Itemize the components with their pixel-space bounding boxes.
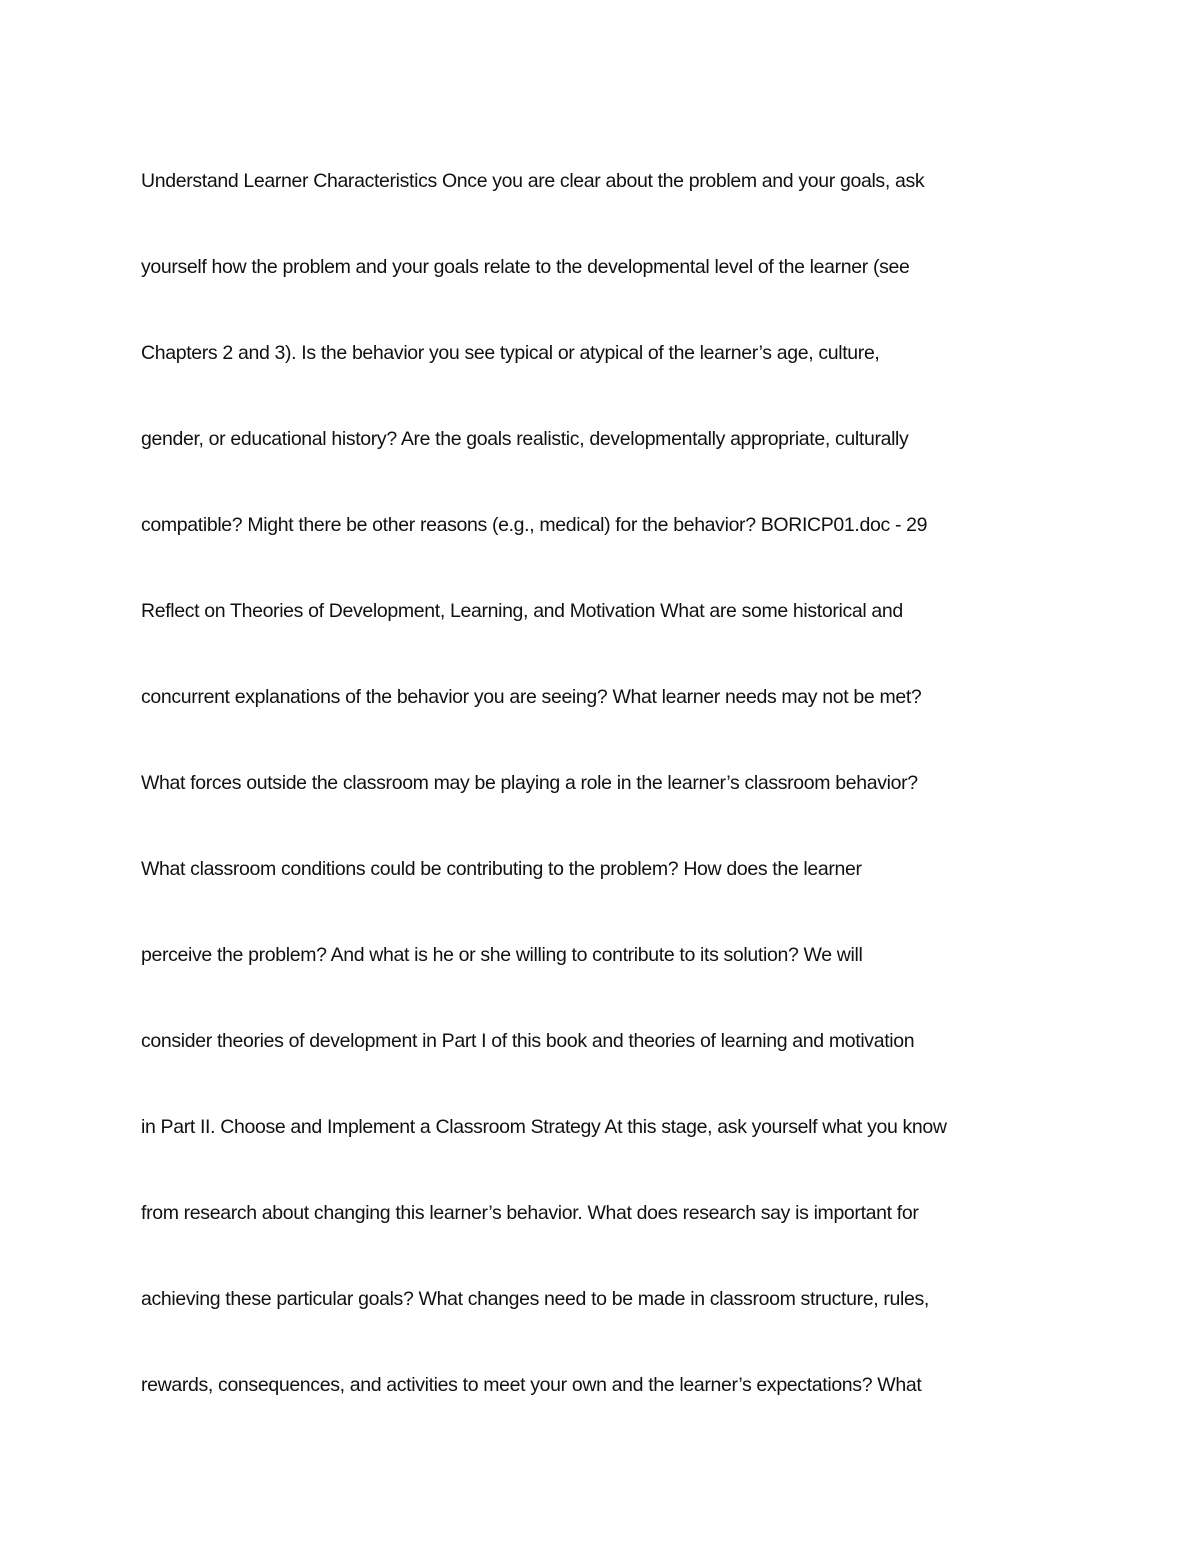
text-line: perceive the problem? And what is he or she willing to contribute to its solution? We will (141, 944, 863, 966)
text-line: concurrent explanations of the behavior you are seeing? What learner needs may not be met? (141, 686, 922, 708)
text-line: achieving these particular goals? What changes need to be made in classroom structure, rules, (141, 1288, 929, 1310)
text-line: yourself how the problem and your goals relate to the developmental level of the learner (see (141, 256, 910, 278)
text-line: rewards, consequences, and activities to meet your own and the learner’s expectations? What (141, 1374, 922, 1396)
text-line: from research about changing this learner’s behavior. What does research say is important for (141, 1202, 919, 1224)
text-line: What forces outside the classroom may be playing a role in the learner’s classroom behavior? (141, 772, 918, 794)
text-line: in Part II. Choose and Implement a Classroom Strategy At this stage, ask yourself what you know (141, 1116, 947, 1138)
text-line: Understand Learner Characteristics Once you are clear about the problem and your goals, ask (141, 170, 925, 192)
text-line: What classroom conditions could be contributing to the problem? How does the learner (141, 858, 862, 880)
text-line: compatible? Might there be other reasons (e.g., medical) for the behavior? BORICP01.doc - 29 (141, 514, 928, 536)
text-line: Chapters 2 and 3). Is the behavior you see typical or atypical of the learner’s age, culture, (141, 342, 880, 364)
body-text (141, 138, 1071, 1428)
text-line: Reflect on Theories of Development, Learning, and Motivation What are some historical and (141, 600, 903, 622)
text-line: gender, or educational history? Are the goals realistic, developmentally appropriate, culturally (141, 428, 909, 450)
text-line: consider theories of development in Part I of this book and theories of learning and motivation (141, 1030, 915, 1052)
